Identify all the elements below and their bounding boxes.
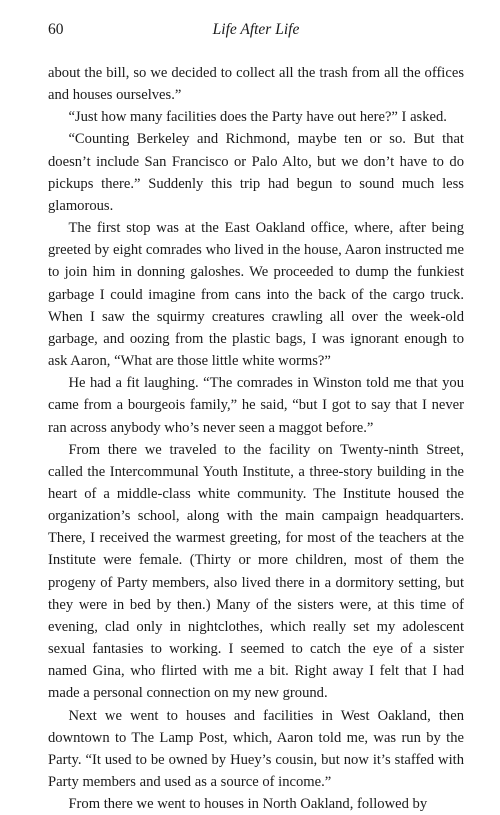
paragraph: The first stop was at the East Oakland office, where, after being greeted by eight comrades who lived in the house, Aaron instructed me to join him in donning galoshes. We proceeded to dump the funkiest garbage I could imagine from cans into the back of the cargo truck. When I saw the squirmy creatures crawling all over the week-old garbage, and oozing from the plastic bags, I was ignorant enough to ask Aaron, “What are those little white worms?” [48,220,464,370]
running-title: Life After Life [212,21,300,38]
paragraph: Next we went to houses and facilities in West Oakland, then downtown to The Lamp Post, which, Aaron told me, was run by the Party. “It used to be owned by Huey’s cousin, but now it’s staffed with Party members and used as a source of income.” [48,707,464,790]
paragraph-continuation: about the bill, so we decided to collect all the trash from all the offices and houses ourselves.” [48,65,464,104]
body-text [48,62,464,815]
paragraph: From there we went to houses in North Oakland, followed by [68,796,428,813]
paragraph: From there we traveled to the facility on Twenty-ninth Street, called the Intercommunal Youth Institute, a three-story building in the heart of a middle-class white community. The Institute housed the organization’s school, along with the main campaign headquarters. There, I received the warmest greeting, for most of the teachers at the Institute were female. (Thirty or more children, most of them the progeny of Party members, also lived there in a dormitory setting, but they were in bed by then.) Many of the sisters were, at this time of evening, clad only in nightclothes, which really set my adolescent sexual fantasies to working. I seemed to catch the eye of a sister named Gina, who flirted with me a bit. Right away I felt that I had made a personal connection on my new ground. [48,441,464,702]
page-header [48,18,464,42]
paragraph: “Counting Berkeley and Richmond, maybe ten or so. But that doesn’t include San Francisco or Palo Alto, but we don’t have to do pickups there.” Suddenly this trip had begun to sound much less glamorous. [48,131,464,214]
paragraph: He had a fit laughing. “The comrades in Winston told me that you came from a bourgeois family,” he said, “but I got to say that I never ran across anybody who’s never seen a maggot before.” [48,375,464,436]
page-number: 60 [48,21,64,38]
paragraph: “Just how many facilities does the Party have out here?” I asked. [68,109,447,126]
